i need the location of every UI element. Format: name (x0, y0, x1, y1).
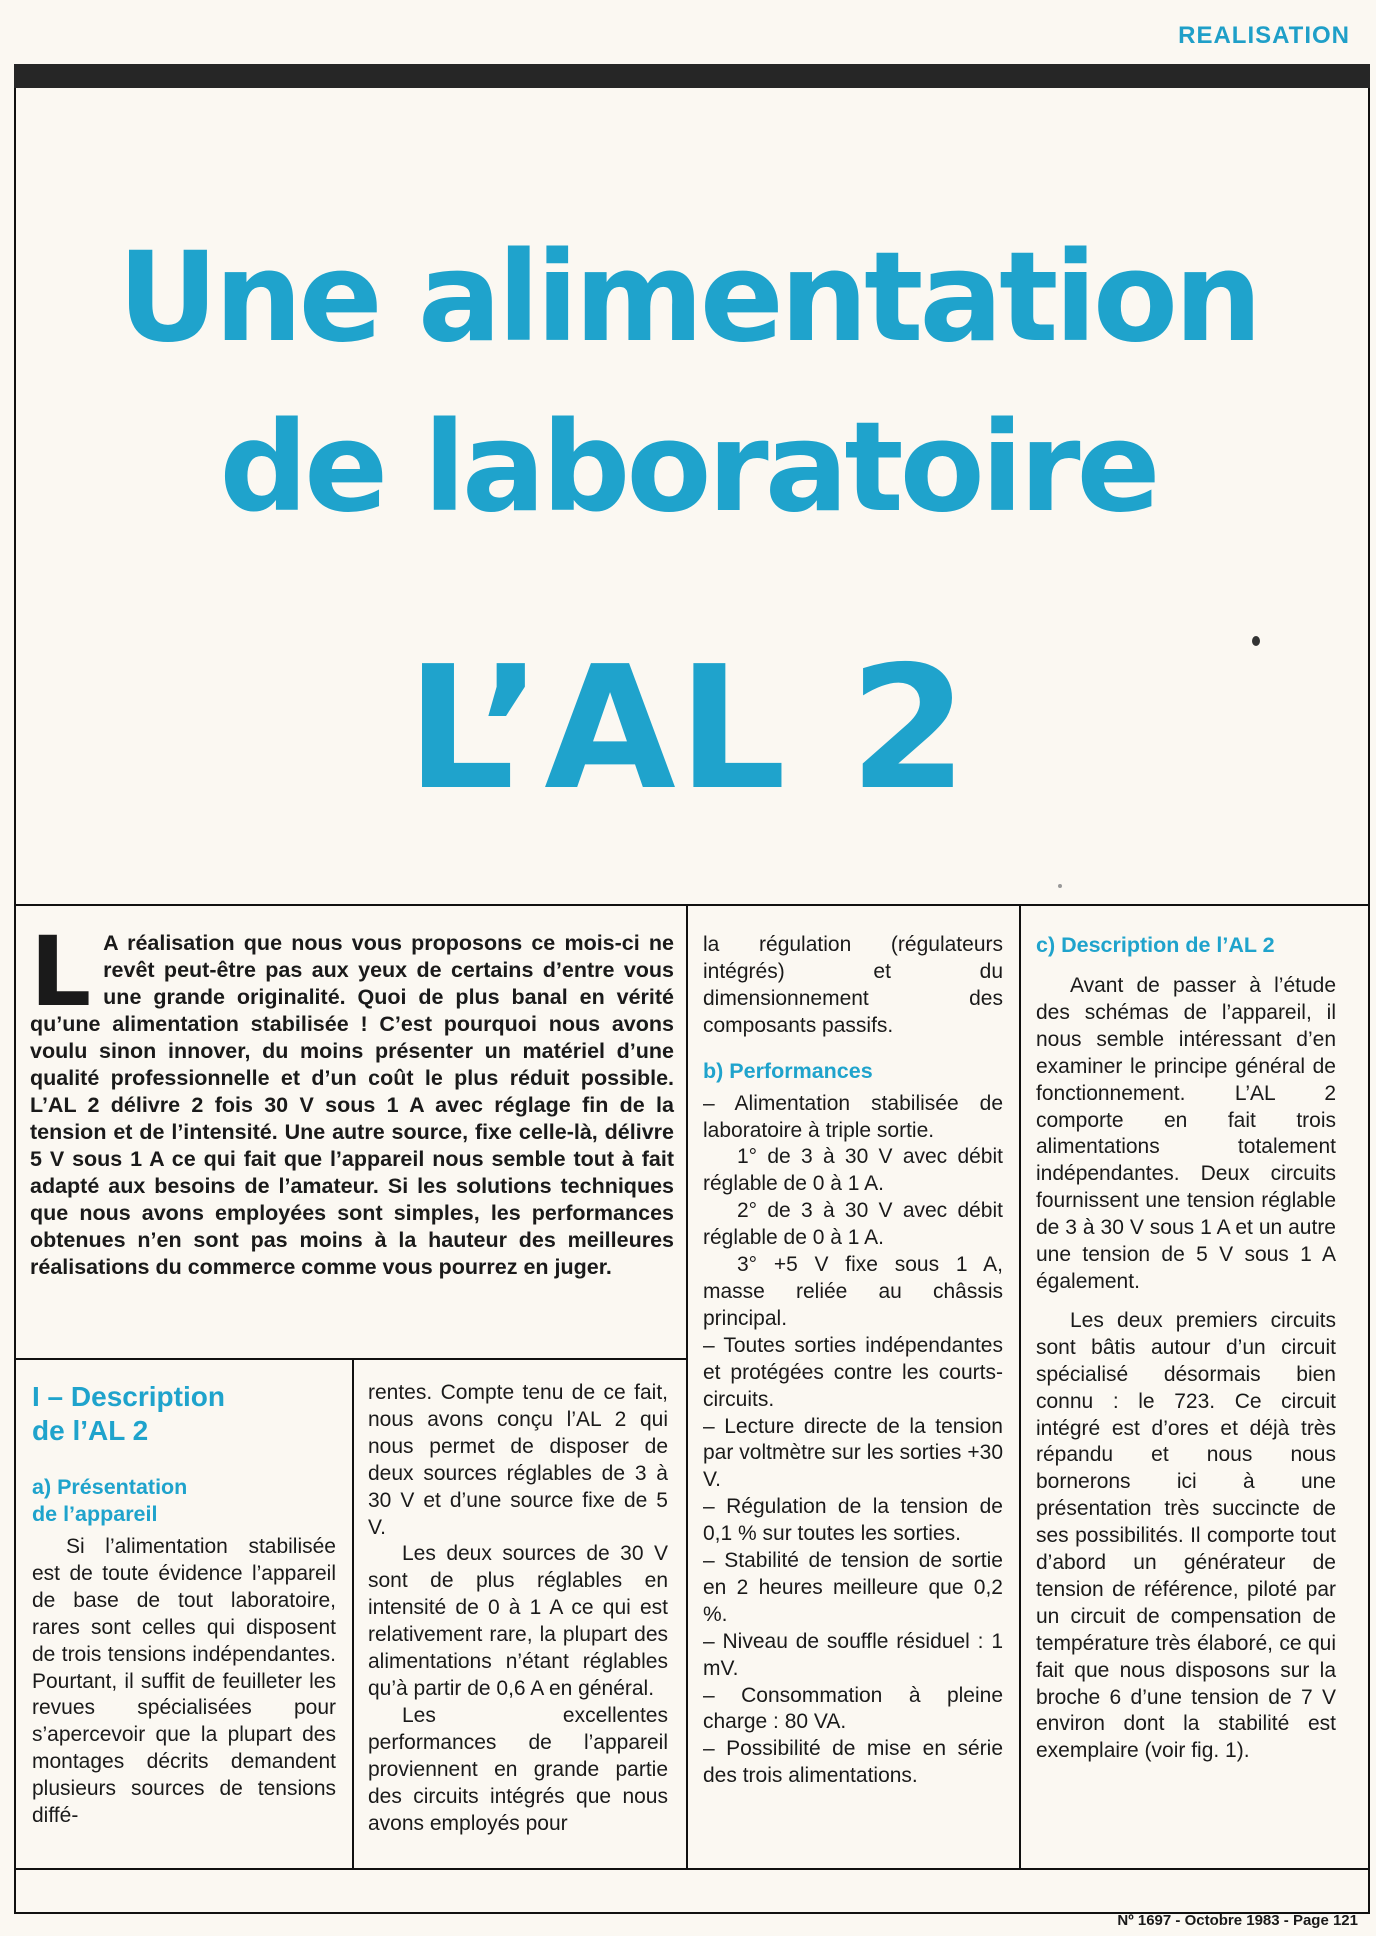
section-heading-line: I – Description (32, 1381, 225, 1412)
spec-item: 3° +5 V fixe sous 1 A, masse reliée au châssis principal. (703, 1253, 1003, 1330)
column-rule (686, 906, 688, 1870)
spec-item: 2° de 3 à 30 V avec débit réglable de 0 à 1 A. (703, 1199, 1003, 1250)
body-paragraph: Les deux premiers circuits sont bâtis autour d’un circuit spécialisé désormais bien connu : le 723. Ce circuit intégré est d’ores et déjà très répandu et nous nous bornerons ici à une présentation très succincte de ses possibilités. Il comporte tout d’abord un générateur de tension de référence, piloté par un circuit de compensation de température très élaboré, ce qui fait que nous disposons sur la broche 6 d’une tension de 7 V environ dont la stabilité est exemplaire (voir fig. 1). (1036, 1308, 1336, 1763)
body-paragraph: Les deux sources de 30 V sont de plus réglables en intensité de 0 à 1 A ce qui est relativement rare, la plupart des alimentations n’étant réglables qu’à partir de 0,6 A en général. (368, 1542, 668, 1700)
hero-divider (14, 904, 1370, 906)
column-2 (368, 1380, 668, 1837)
body-paragraph: la régulation (régulateurs intégrés) et du dimensionnement des composants passifs. (703, 933, 1003, 1037)
column-rule (352, 1358, 354, 1870)
title-line-1: Une alimentation (117, 226, 1259, 370)
header-bar (14, 64, 1370, 88)
drop-cap: L (30, 916, 92, 1028)
subsection-heading-line: a) Présentation (32, 1475, 188, 1499)
intro-text: A réalisation que nous vous proposons ce mois-ci ne revêt peut-être pas aux yeux de certains d’entre vous une grande originalité. Quoi de plus banal en vérité qu’une alimentation stabilisée ! C’est pourquoi nous avons voulu sinon innover, du moins présenter un matériel d’une qualité professionnelle et d’un coût le plus réduit possible. L’AL 2 délivre 2 fois 30 V sous 1 A avec réglage fin de la tension et de l’intensité. Une autre source, fixe celle-là, délivre 5 V sous 1 A ce qui fait que l’appareil nous semble tout à fait adapté aux besoins de l’amateur. Si les solutions techniques que nous avons employées sont simples, les performances obtenues n’en sont pas moins à la hauteur des meilleures réalisations du commerce comme vous pourrez en juger. (30, 931, 674, 1279)
spec-item: – Toutes sorties indépendantes et protégées contre les courts-circuits. (703, 1333, 1003, 1411)
body-paragraph: Si l’alimentation stabilisée est de toute évidence l’appareil de base de tout laboratoire, rares sont celles qui disposent de trois tensions indépendantes. Pourtant, il suffit de feuilleter les revues spécialisées pour s’apercevoir que la plupart des montages décrits demandent plusieurs sources de tensions diffé- (32, 1535, 336, 1828)
spec-item: – Possibilité de mise en série des trois alimentations. (703, 1737, 1003, 1788)
section-tag: REALISATION (1178, 22, 1350, 49)
body-paragraph: Avant de passer à l’étude des schémas de l’appareil, il nous semble intéressant d’en examiner le principe général de fonctionnement. L’AL 2 comporte en fait trois alimentations totalement indépendantes. Deux circuits fournissent une tension réglable de 3 à 30 V sous 1 A et un autre une tension de 5 V sous 1 A également. (1036, 974, 1336, 1293)
spec-item: – Niveau de souffle résiduel : 1 mV. (703, 1629, 1003, 1680)
spec-item: – Lecture directe de la tension par voltmètre sur les sorties +30 V. (703, 1414, 1003, 1492)
spec-item: – Consommation à pleine charge : 80 VA. (703, 1683, 1003, 1734)
subsection-heading (32, 1474, 336, 1528)
spec-item: – Régulation de la tension de 0,1 % sur toutes les sorties. (703, 1495, 1003, 1546)
column-3 (703, 932, 1003, 1790)
spec-item: – Stabilité de tension de sortie en 2 heures meilleure que 0,2 %. (703, 1549, 1003, 1626)
column-rule (1019, 906, 1021, 1870)
subsection-heading-line: de l’appareil (32, 1502, 158, 1526)
body-paragraph: Les excellentes performances de l’appareil proviennent en grande partie des circuits intégrés que nous avons employés pour (368, 1703, 668, 1835)
body-paragraph: rentes. Compte tenu de ce fait, nous avons conçu l’AL 2 qui nous permet de disposer de deux sources réglables de 3 à 30 V et d’une source fixe de 5 V. (368, 1381, 668, 1539)
print-speck (1252, 636, 1260, 646)
column-4 (1036, 932, 1336, 1765)
title-line-2: de laboratoire (219, 396, 1157, 540)
print-speck (1058, 884, 1062, 888)
section-heading (32, 1380, 336, 1448)
subsection-heading: c) Description de l’AL 2 (1036, 933, 1275, 957)
spec-item: 1° de 3 à 30 V avec débit réglable de 0 à 1 A. (703, 1145, 1003, 1196)
spec-item: – Alimentation stabilisée de laboratoire à triple sortie. (703, 1091, 1003, 1142)
section-heading-line: de l’AL 2 (32, 1415, 149, 1446)
bottom-rule (16, 1868, 1368, 1870)
intro-paragraph (30, 916, 674, 1281)
column-1 (32, 1380, 336, 1830)
title-line-3: L’AL 2 (406, 630, 970, 828)
subsection-heading: b) Performances (703, 1058, 873, 1083)
page-footer: Nº 1697 - Octobre 1983 - Page 121 (1117, 1912, 1358, 1929)
